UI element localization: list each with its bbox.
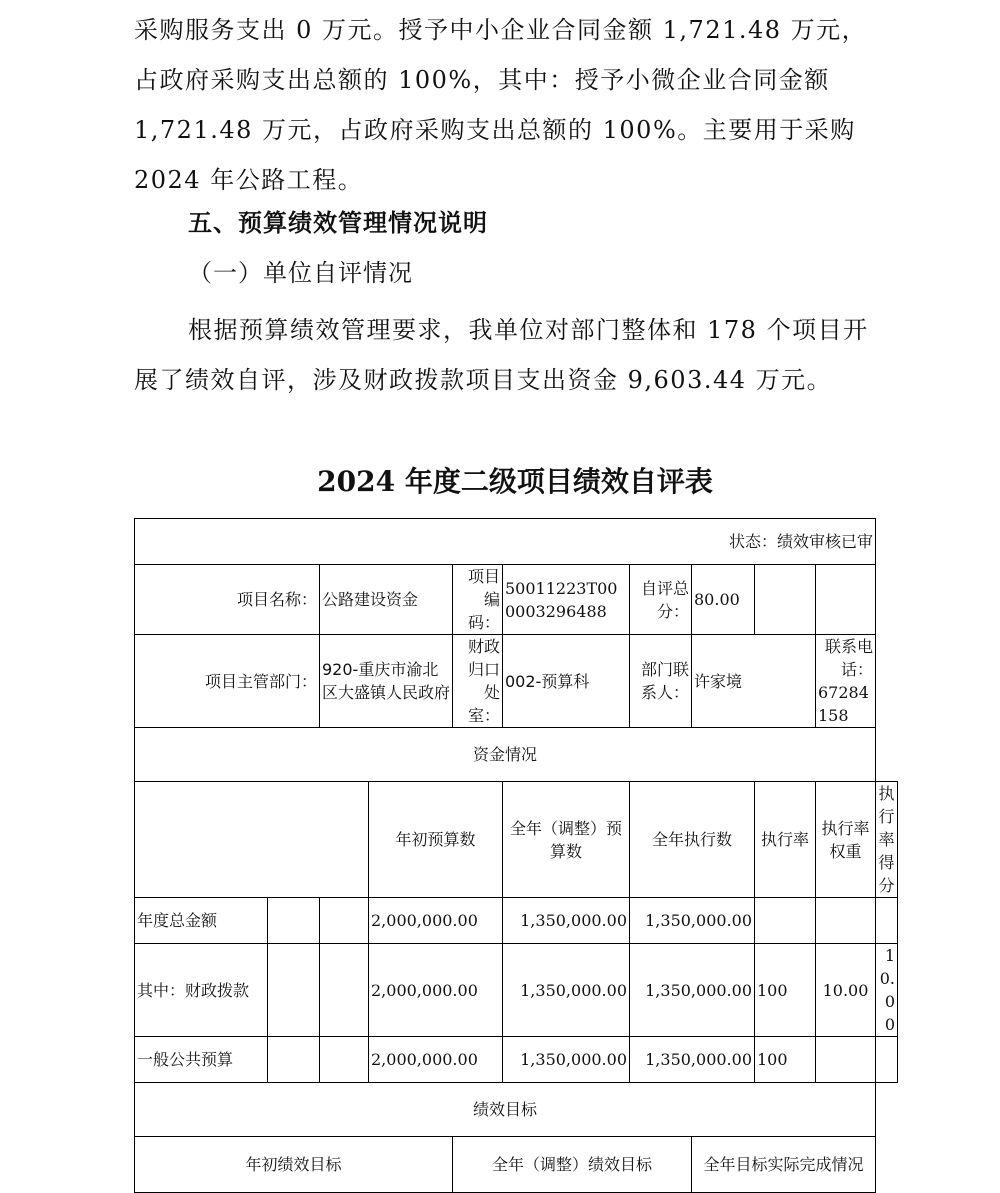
cell-adjusted: 1,350,000.00 [503, 944, 630, 1037]
cell-adjusted: 1,350,000.00 [503, 1037, 630, 1083]
phone-value [816, 635, 876, 728]
project-name-value: 公路建设资金 [320, 565, 453, 635]
empty-cell [268, 1037, 320, 1083]
contact-label: 部门联系人： [630, 635, 692, 728]
empty-cell [135, 782, 369, 898]
dept-value: 920-重庆市渝北区大盛镇人民政府 [320, 635, 453, 728]
project-name-label: 项目名称： [135, 565, 320, 635]
col-score: 执行率得分 [876, 782, 898, 898]
cell-executed: 1,350,000.00 [630, 898, 755, 944]
performance-table [134, 518, 898, 1193]
phone-number: 67284158 [818, 683, 869, 725]
self-score-value: 80.00 [692, 565, 755, 635]
cell-executed: 1,350,000.00 [630, 1037, 755, 1083]
contact-value: 许家境 [692, 635, 816, 728]
row-label: 年度总金额 [135, 898, 268, 944]
empty-cell [320, 944, 369, 1037]
cell-weight [816, 898, 876, 944]
self-score-label: 自评总分： [630, 565, 692, 635]
col-initial: 年初预算数 [369, 782, 503, 898]
cell-initial: 2,000,000.00 [369, 1037, 503, 1083]
status-cell: 状态：绩效审核已审 [135, 519, 876, 565]
section-heading: 五、预算绩效管理情况说明 [188, 209, 488, 237]
funds-header: 资金情况 [135, 728, 876, 782]
empty-cell [320, 898, 369, 944]
goal-adjusted-header: 全年（调整）绩效目标 [453, 1137, 692, 1193]
paragraph-self-evaluation: 根据预算绩效管理要求，我单位对部门整体和 178 个项目开展了绩效自评，涉及财政拨款项目支出资金 9,603.44 万元。 [134, 316, 869, 394]
paragraph-procurement: 采购服务支出 0 万元。授予中小企业合同金额 1,721.48 万元，占政府采购支出总额的 100%，其中：授予小微企业合同金额 1,721.48 万元，占政府采购支出总额的 100%。主要用于采购 2024 年公路工程。 [134, 16, 868, 194]
row-label: 其中：财政拨款 [135, 944, 268, 1037]
empty-cell [268, 944, 320, 1037]
col-adjusted: 全年（调整）预算数 [503, 782, 630, 898]
project-code-value: 50011223T000003296488 [503, 565, 630, 635]
dept-label: 项目主管部门： [135, 635, 320, 728]
subsection-heading: （一）单位自评情况 [188, 259, 413, 287]
cell-rate [755, 898, 816, 944]
perf-header: 绩效目标 [135, 1083, 876, 1137]
cell-rate: 100 [755, 1037, 816, 1083]
cell-initial: 2,000,000.00 [369, 944, 503, 1037]
goal-initial-header: 年初绩效目标 [135, 1137, 453, 1193]
empty-cell [755, 565, 816, 635]
col-weight: 执行率权重 [816, 782, 876, 898]
finance-office-label: 财政归口处室： [453, 635, 503, 728]
phone-label: 联系电话： [824, 637, 873, 679]
empty-cell [816, 565, 876, 635]
cell-adjusted: 1,350,000.00 [503, 898, 630, 944]
col-executed: 全年执行数 [630, 782, 755, 898]
cell-score: 10.00 [876, 944, 898, 1037]
table-title: 2024 年度二级项目绩效自评表 [317, 465, 713, 498]
finance-office-value: 002-预算科 [503, 635, 630, 728]
goal-actual-header: 全年目标实际完成情况 [692, 1137, 876, 1193]
cell-initial: 2,000,000.00 [369, 898, 503, 944]
cell-score [876, 898, 898, 944]
empty-cell [320, 1037, 369, 1083]
cell-executed: 1,350,000.00 [630, 944, 755, 1037]
cell-rate: 100 [755, 944, 816, 1037]
row-label: 一般公共预算 [135, 1037, 268, 1083]
cell-weight [816, 1037, 876, 1083]
cell-score [876, 1037, 898, 1083]
project-code-label: 项目编码： [453, 565, 503, 635]
cell-weight: 10.00 [816, 944, 876, 1037]
col-rate: 执行率 [755, 782, 816, 898]
empty-cell [268, 898, 320, 944]
